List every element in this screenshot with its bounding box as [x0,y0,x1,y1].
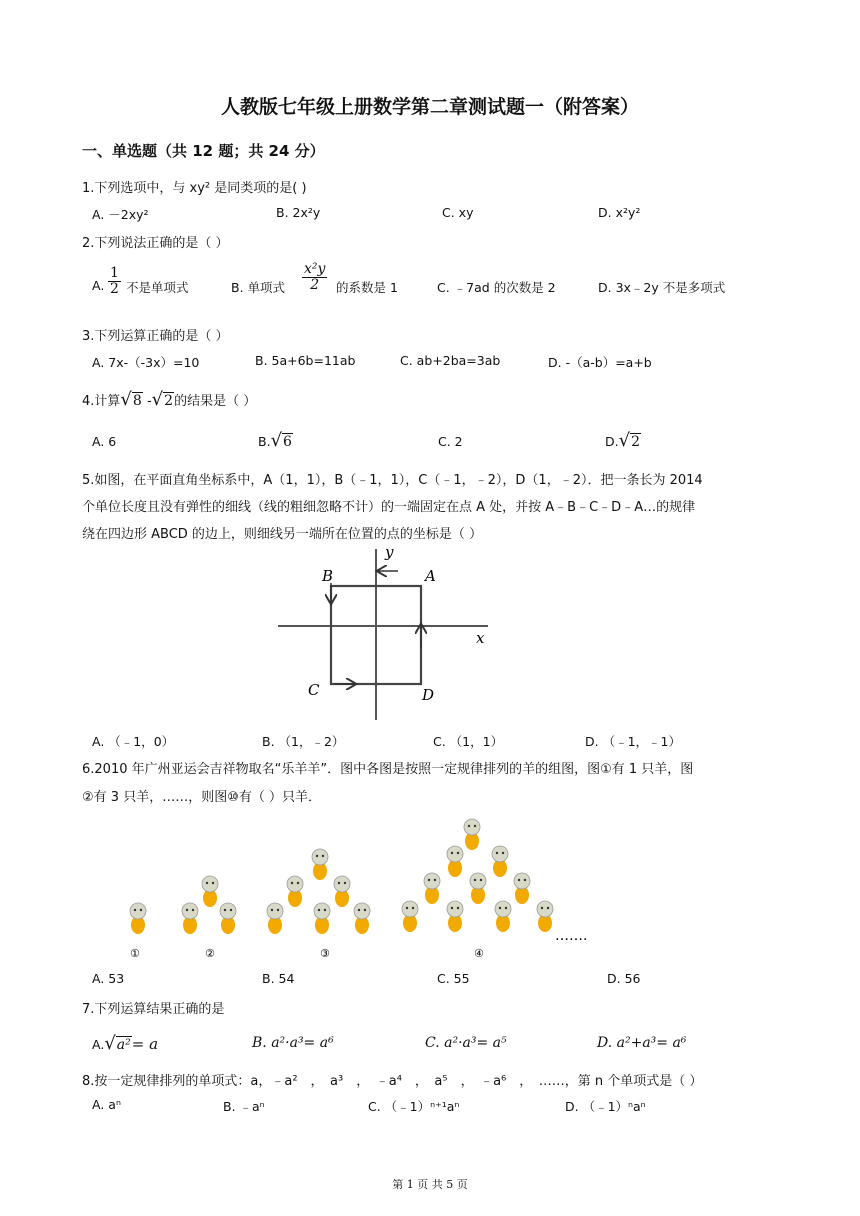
q2-fraction-monomial: $\frac{\text{x²y}}{2}$ [304,261,326,293]
q2-option-c: C. ﹣7ad 的次数是 2 [437,280,556,295]
q8-option-c: C. （﹣1）ⁿ⁺¹aⁿ [368,1099,460,1114]
question-7-stem: 7.下列运算结果正确的是 [82,1002,225,1017]
sheep-icon [354,903,370,934]
sheep-icon [537,901,553,932]
ellipsis: ……. [555,928,588,944]
label-d: D [422,686,435,704]
figure-label-3: ③ [320,947,330,960]
q7-option-b: B. a²·a³= a⁶ [252,1035,334,1051]
question-4-stem: 4.计算√8 -√2的结果是（ ） [82,389,257,410]
q5-option-d: D. （﹣1，﹣1） [585,734,681,749]
sheep-icon [314,903,330,934]
q5-option-b: B. （1，﹣2） [262,734,345,749]
sheep-icon [220,903,236,934]
sheep-pattern-figure [110,805,620,965]
sheep-icon [130,903,146,934]
q3-option-c: C. ab+2ba=3ab [400,353,501,368]
question-2-stem: 2.下列说法正确的是（ ） [82,236,229,251]
question-5-line-3: 绕在四边形 ABCD 的边上，则细线另一端所在位置的点的坐标是（ ） [82,527,483,542]
q1-option-b: B. 2x²y [276,205,321,220]
label-a: A [425,567,436,585]
q1-option-d: D. x²y² [598,205,641,220]
sheep-icon [464,819,480,850]
sheep-group [130,819,553,934]
sheep-icon [334,876,350,907]
q4-option-c: C. 2 [438,434,463,449]
figure-label-1: ① [130,947,140,960]
q2-option-b-label: B. 单项式 [231,280,286,295]
q3-option-d: D. -（a-b）=a+b [548,355,652,370]
sheep-icon [312,849,328,880]
sheep-icon [424,873,440,904]
question-6-line-1: 6.2010 年广州亚运会吉祥物取名“乐羊羊”．图中各图是按照一定规律排列的羊的组图，图①有 1 只羊，图 [82,762,694,777]
sheep-icon [447,846,463,877]
q3-option-a: A. 7x-（-3x）=10 [92,355,200,370]
label-b: B [322,567,334,585]
sheep-icon [447,901,463,932]
question-1-stem: 1.下列选项中，与 xy² 是同类项的是( ) [82,181,307,196]
q4-option-d: D.√2 [605,430,641,451]
page-footer: 第 1 页 共 5 页 [392,1178,468,1191]
q8-option-b: B. ﹣aⁿ [223,1099,265,1114]
question-6-line-2: ②有 3 只羊，……，则图⑩有（ ）只羊． [82,790,321,805]
label-x: x [476,629,485,647]
sheep-icon [492,846,508,877]
q4-option-b: B.√6 [258,430,292,451]
q3-option-b: B. 5a+6b=11ab [255,353,356,368]
sheep-icon [267,903,283,934]
q2-option-d: D. 3x﹣2y 不是多项式 [598,280,726,295]
q1-option-c: C. xy [442,205,474,220]
q7-option-c: C. a²·a³= a⁵ [425,1035,507,1051]
q2-fraction-half: $\frac{1}{2}$ [110,265,119,297]
question-5-line-1: 5.如图，在平面直角坐标系中，A（1，1），B（﹣1，1），C（﹣1，﹣2），D（1，﹣2）．把一条长为 2014 [82,473,703,488]
coordinate-figure [270,545,500,725]
q7-option-d: D. a²+a³= a⁶ [597,1035,687,1051]
q6-option-b: B. 54 [262,971,295,986]
q2-option-a-label: A. [92,278,105,293]
question-8-stem: 8.按一定规律排列的单项式：a，﹣a² ， a³ ， ﹣a⁴ ， a⁵ ， ﹣a⁶ ， ……，第 n 个单项式是（ ） [82,1074,703,1089]
q2-option-b-text: 的系数是 1 [336,280,398,295]
section-heading: 一、单选题（共 12 题；共 24 分） [82,142,325,160]
q6-option-a: A. 53 [92,971,125,986]
q7-option-a: A.√a²= a [92,1033,159,1054]
figure-label-2: ② [205,947,215,960]
label-c: C [308,681,320,699]
q5-option-a: A. （﹣1，0） [92,734,175,749]
sheep-icon [514,873,530,904]
q2-option-a-text: 不是单项式 [126,280,189,295]
q5-option-c: C. （1，1） [433,734,504,749]
q6-option-c: C. 55 [437,971,470,986]
q8-option-d: D. （﹣1）ⁿaⁿ [565,1099,646,1114]
sheep-icon [402,901,418,932]
question-3-stem: 3.下列运算正确的是（ ） [82,329,229,344]
sheep-icon [182,903,198,934]
question-5-line-2: 个单位长度且没有弹性的细线（线的粗细忽略不计）的一端固定在点 A 处，并按 A﹣B﹣C﹣D﹣A…的规律 [82,500,696,515]
q6-option-d: D. 56 [607,971,641,986]
sheep-icon [495,901,511,932]
sheep-icon [202,876,218,907]
q8-option-a: A. aⁿ [92,1097,121,1112]
q1-option-a: A. －2xy² [92,207,149,222]
q4-option-a: A. 6 [92,434,117,449]
page-title: 人教版七年级上册数学第二章测试题一（附答案） [220,96,639,118]
figure-label-4: ④ [474,947,484,960]
label-y: y [385,545,394,561]
sheep-icon [287,876,303,907]
sheep-icon [470,873,486,904]
